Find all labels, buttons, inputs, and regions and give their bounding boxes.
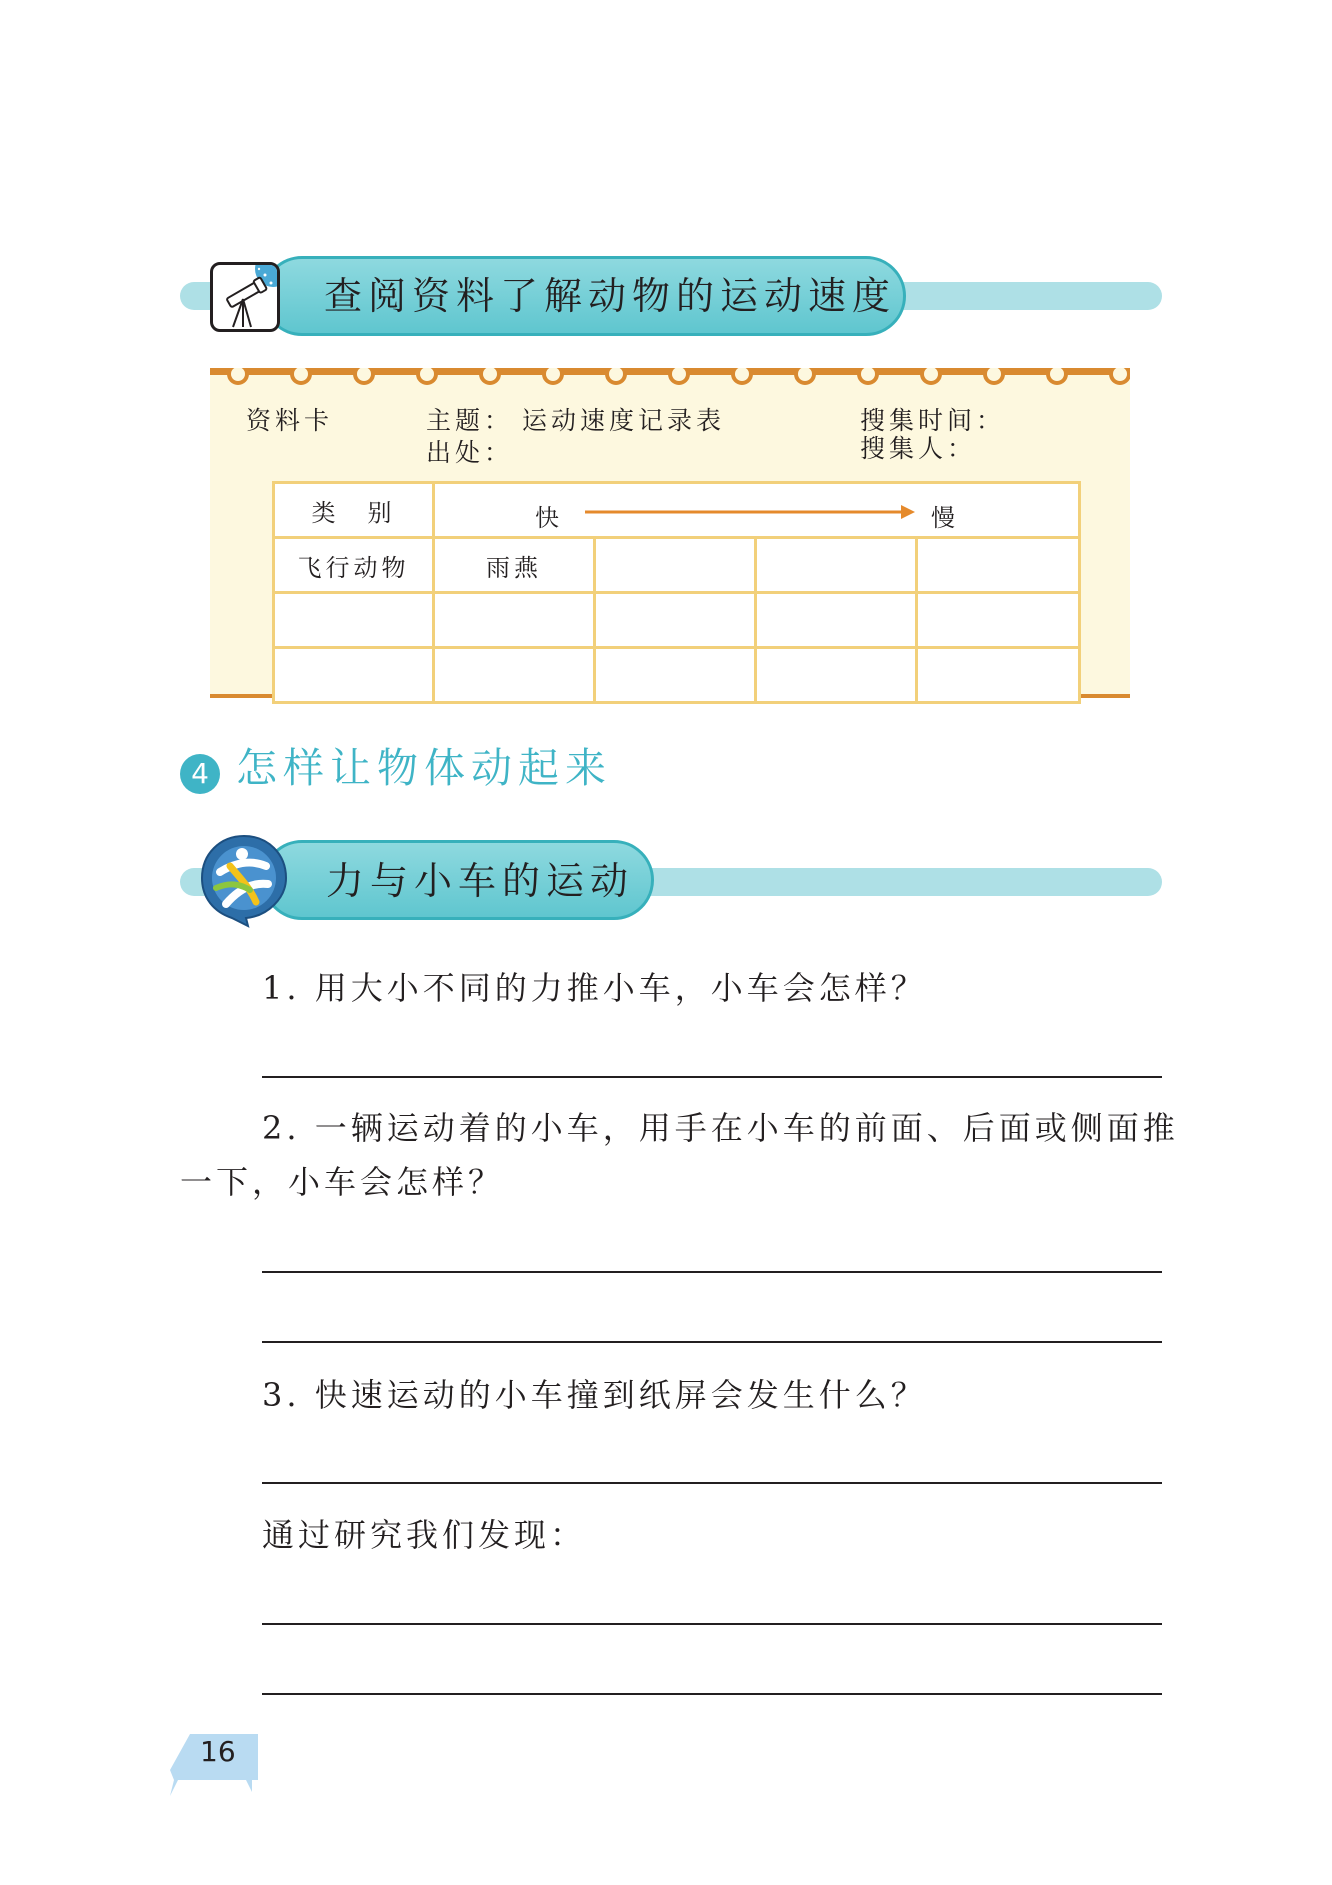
table-row	[274, 593, 1080, 648]
research-title: 查阅资料了解动物的运动速度	[324, 274, 897, 318]
card-title: 资料卡	[246, 406, 334, 435]
table-cell	[434, 593, 595, 648]
question-2-line-2: 一下，小车会怎样？	[180, 1163, 505, 1201]
answer-line[interactable]	[262, 1341, 1162, 1343]
answer-line[interactable]	[262, 1076, 1162, 1078]
activity-icon	[196, 832, 292, 928]
fast-to-slow-arrow-icon	[585, 504, 915, 520]
table-cell: 雨燕	[434, 538, 595, 593]
topic-label: 主题：	[426, 406, 514, 435]
table-cell	[756, 648, 917, 703]
answer-line[interactable]	[262, 1693, 1162, 1695]
header-fast: 快	[535, 504, 563, 532]
question-3: 3. 快速运动的小车撞到纸屏会发生什么？	[262, 1376, 927, 1414]
table-cell	[595, 593, 756, 648]
conclusion-prompt: 通过研究我们发现：	[262, 1516, 587, 1554]
section-title: 怎样让物体动起来	[236, 744, 612, 792]
speed-record-table	[272, 481, 1081, 704]
activity-title: 力与小车的运动	[326, 859, 635, 903]
collector-label: 搜集人：	[860, 434, 977, 463]
table-row	[274, 538, 1080, 593]
answer-line[interactable]	[262, 1623, 1162, 1625]
header-category: 类 别	[274, 483, 434, 538]
table-cell: 飞行动物	[274, 538, 434, 593]
header-speed-scale	[434, 483, 1080, 538]
collect-time-label: 搜集时间：	[860, 406, 1006, 435]
header-slow: 慢	[931, 504, 959, 532]
answer-line[interactable]	[262, 1482, 1162, 1484]
table-cell	[756, 593, 917, 648]
table-cell	[434, 648, 595, 703]
table-cell	[756, 538, 917, 593]
card-scalloped-edge	[210, 368, 1130, 398]
table-cell	[595, 648, 756, 703]
table-cell	[917, 538, 1080, 593]
question-1: 1. 用大小不同的力推小车，小车会怎样？	[262, 969, 927, 1007]
telescope-icon	[210, 262, 280, 332]
table-cell	[917, 593, 1080, 648]
table-cell	[274, 593, 434, 648]
table-cell	[274, 648, 434, 703]
page-number: 16	[200, 1735, 236, 1768]
section-number-badge: 4	[180, 754, 220, 794]
table-cell	[595, 538, 756, 593]
table-row	[274, 648, 1080, 703]
table-cell	[917, 648, 1080, 703]
topic-value: 运动速度记录表	[522, 406, 726, 435]
question-2-line-1: 2. 一辆运动着的小车，用手在小车的前面、后面或侧面推	[262, 1109, 1179, 1147]
source-label: 出处：	[426, 438, 514, 467]
table-header-row	[274, 483, 1080, 538]
answer-line[interactable]	[262, 1271, 1162, 1273]
